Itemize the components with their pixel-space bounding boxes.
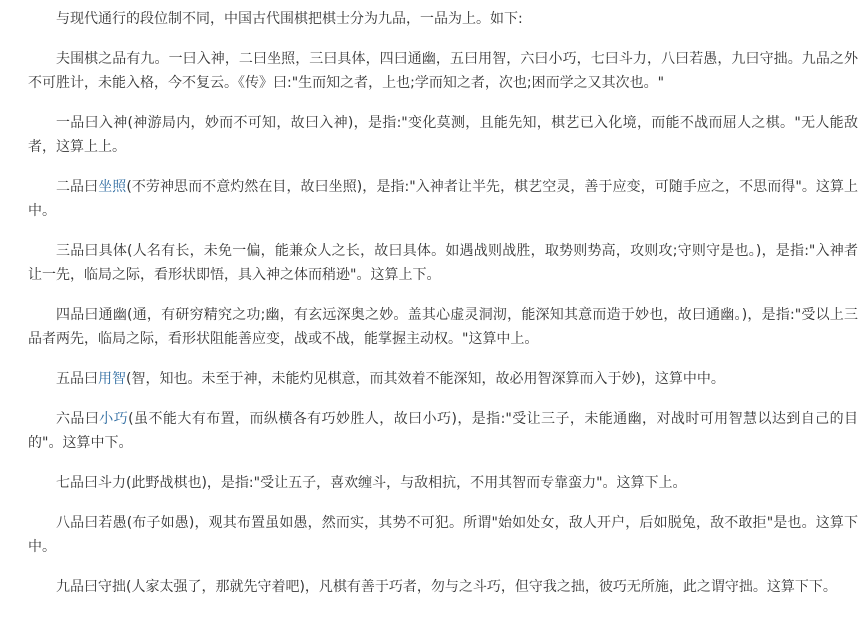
rank-8-paragraph: 八品曰若愚(布子如愚)，观其布置虽如愚，然而实，其势不可犯。所谓"始如处女，敌人开户，后如脱兔，敌不敢拒"是也。这算下中。 bbox=[28, 515, 858, 555]
rank-5-paragraph bbox=[28, 367, 858, 391]
rank-4-paragraph: 四品曰通幽(通，有研穷精究之功;幽，有玄远深奥之妙。盖其心虚灵洞沏，能深知其意而造于妙也，故曰通幽。)，是指:"受以上三品者两先，临局之际，看形状阻能善应变，战或不战，能掌握主动权。"这算中上。 bbox=[28, 307, 858, 347]
rank-2-suffix: (不劳神思而不意灼然在目，故曰坐照)，是指:"入神者让半先，棋艺空灵，善于应变，可随手应之，不思而得"。这算上中。 bbox=[28, 179, 858, 219]
yongzhi-link[interactable]: 用智 bbox=[98, 371, 126, 387]
rank-3-paragraph: 三品曰具体(人名有长，未免一偏，能兼众人之长，故曰具体。如遇战则战胜，取势则势高，攻则攻;守则守是也。)，是指:"入神者让一先，临局之际，看形状即悟，具入神之体而稍逊"。这算上下。 bbox=[28, 243, 858, 283]
paragraph-gap bbox=[28, 287, 858, 303]
paragraph-gap bbox=[28, 495, 858, 511]
rank-5-prefix: 五品曰 bbox=[56, 371, 98, 387]
paragraph-gap bbox=[28, 351, 858, 367]
paragraph-gap bbox=[28, 95, 858, 111]
rank-2-paragraph bbox=[28, 175, 858, 223]
rank-1-paragraph: 一品曰入神(神游局内，妙而不可知，故曰入神)，是指:"变化莫测，且能先知，棋艺已入化境，而能不战而屈人之棋。"无人能敌者，这算上上。 bbox=[28, 115, 858, 155]
rank-5-suffix: (智，知也。未至于神，未能灼见棋意，而其效着不能深知，故必用智深算而入于妙)，这算中中。 bbox=[126, 371, 725, 387]
overview-paragraph: 夫围棋之品有九。一曰入神，二曰坐照，三曰具体，四曰通幽，五曰用智，六曰小巧，七曰斗力，八曰若愚，九曰守拙。九品之外不可胜计，未能入格，今不复云。《传》曰:"生而知之者，上也;学而知之者，次也;困而学之又其次也。" bbox=[28, 51, 858, 91]
paragraph-gap bbox=[28, 223, 858, 239]
xiaoqiao-link[interactable]: 小巧 bbox=[99, 411, 129, 427]
paragraph-gap bbox=[28, 31, 858, 47]
rank-6-prefix: 六品曰 bbox=[56, 411, 100, 427]
paragraph-gap bbox=[28, 159, 858, 175]
intro-paragraph: 与现代通行的段位制不同，中国古代围棋把棋士分为九品，一品为上。如下: bbox=[56, 11, 523, 27]
rank-6-paragraph bbox=[28, 407, 858, 455]
zuozhao-link[interactable]: 坐照 bbox=[98, 179, 127, 195]
rank-2-prefix: 二品曰 bbox=[56, 179, 99, 195]
paragraph-gap bbox=[28, 391, 858, 407]
rank-7-paragraph: 七品曰斗力(此野战棋也)，是指:"受让五子，喜欢缠斗，与敌相抗，不用其智而专靠蛮力"。这算下上。 bbox=[56, 475, 687, 491]
paragraph-gap bbox=[28, 455, 858, 471]
rank-9-paragraph: 九品曰守拙(人家太强了，那就先守着吧)，凡棋有善于巧者，勿与之斗巧，但守我之拙，彼巧无所施，此之谓守拙。这算下下。 bbox=[56, 579, 837, 595]
paragraph-gap bbox=[28, 559, 858, 575]
rank-6-suffix: (虽不能大有布置，而纵横各有巧妙胜人，故曰小巧)，是指:"受让三子，未能通幽，对战时可用智慧以达到自己的目的"。这算中下。 bbox=[28, 411, 859, 451]
